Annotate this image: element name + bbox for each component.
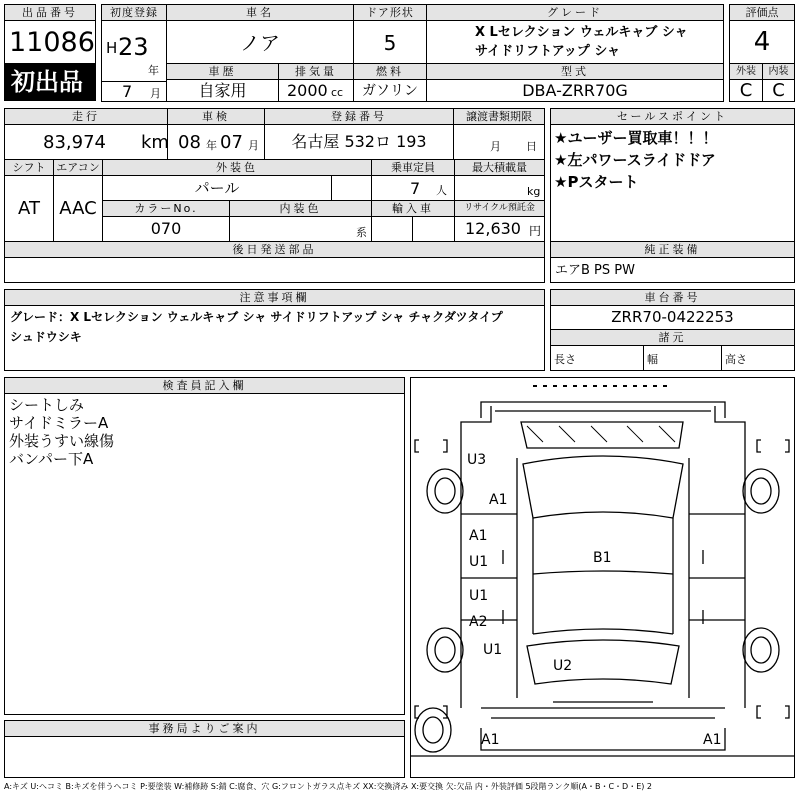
diagram-mark-a1-bumper-left: A1 xyxy=(481,732,500,748)
import-box-1 xyxy=(371,216,413,242)
history-box xyxy=(166,79,279,102)
legend-text: A:キズ U:ヘコミ B:キズを伴うヘコミ P:要塗装 W:補修跡 S:錆 C:腐食、穴 G:フロントガラス点キズ XX:交換済み X:要交換 欠:欠品 内・外装評価 5段階ランク順(A・B・C・D・E) 2 xyxy=(4,782,653,791)
diagram-mark-u3: U3 xyxy=(467,452,487,468)
inspector-box xyxy=(4,393,405,715)
chassis-number: ZRR70-0422253 xyxy=(611,308,734,326)
max-load-label: 最大積載量 xyxy=(454,159,545,176)
first-reg-year-unit: 年 xyxy=(148,64,159,77)
color-no-label: カラーNo. xyxy=(102,200,230,217)
grade-line-1: X Lセレクション ウェルキャブ シャ xyxy=(475,25,688,40)
int-color-box xyxy=(229,216,372,242)
inspection-box xyxy=(167,124,265,160)
shift-label: シフト xyxy=(4,159,54,176)
shift: AT xyxy=(18,198,40,219)
import-box-2 xyxy=(412,216,455,242)
door-label: ドア形状 xyxy=(353,4,427,21)
first-reg-year: 23 xyxy=(118,33,149,61)
displacement-box xyxy=(278,79,354,102)
int-grade: C xyxy=(772,80,785,101)
sales-point-3: ★Pスタート xyxy=(554,173,639,191)
lot-number-box xyxy=(4,20,96,64)
diagram-mark-u1-rear-door: U1 xyxy=(469,588,489,604)
first-reg-label: 初度登録 xyxy=(101,4,167,21)
inspector-line-1: シートしみ xyxy=(9,396,85,414)
car-name-label: 車名 xyxy=(166,4,354,21)
aircon-box xyxy=(53,175,103,242)
equipment-box xyxy=(550,257,795,283)
capacity-box xyxy=(371,175,455,201)
first-reg-era: H xyxy=(106,39,118,57)
first-listing-badge xyxy=(4,63,96,101)
diagram-mark-u2-rear: U2 xyxy=(553,658,573,674)
recycle-fee: 12,630 xyxy=(465,219,521,238)
displacement: 2000 xyxy=(287,81,328,100)
diagram-mark-u1-front-door: U1 xyxy=(469,554,489,570)
shift-box xyxy=(4,175,54,242)
int-color-unit: 系 xyxy=(356,226,367,239)
car-name: ノア xyxy=(240,31,280,55)
equipment-label: 純正装備 xyxy=(550,241,795,258)
max-load-box xyxy=(454,175,545,201)
ext-color-box xyxy=(102,175,332,201)
diagram-mark-a2-rear-door: A2 xyxy=(469,614,488,630)
inspection-month-unit: 月 xyxy=(248,139,259,152)
history-label: 車歴 xyxy=(166,63,279,80)
diagram-mark-a1-hood-left: A1 xyxy=(489,492,508,508)
mileage-label: 走行 xyxy=(4,108,168,125)
int-grade-label: 内装 xyxy=(762,63,795,80)
inspector-line-2: サイドミラーA xyxy=(9,414,109,432)
door-box xyxy=(353,20,427,64)
notes-box xyxy=(4,305,545,371)
sales-point-2: ★左パワースライドドア xyxy=(554,151,716,169)
recycle-unit: 円 xyxy=(529,224,542,238)
fuel-label: 燃料 xyxy=(353,63,427,80)
mileage-unit: km xyxy=(141,132,169,153)
ext-grade-label: 外装 xyxy=(729,63,763,80)
dims-height-box xyxy=(721,345,795,371)
transfer-day-unit: 日 xyxy=(526,140,537,153)
ext-color: パール xyxy=(194,179,240,197)
dims-length-box xyxy=(550,345,644,371)
first-listing-text: 初出品 xyxy=(11,68,83,96)
grade-box xyxy=(426,20,724,64)
diagram-mark-a1-bumper-right: A1 xyxy=(703,732,722,748)
office-box xyxy=(4,736,405,778)
transfer-deadline-box xyxy=(453,124,545,160)
grade-line-2: サイドリフトアップ シャ xyxy=(475,44,621,59)
diagram-mark-a1-front-door: A1 xyxy=(469,528,488,544)
recycle-label: リサイクル預託金 xyxy=(454,200,545,217)
first-reg-month: 7 xyxy=(122,82,133,101)
lot-number: 11086 xyxy=(9,27,95,58)
model-box xyxy=(426,79,724,102)
aircon: AAC xyxy=(59,198,97,219)
car-name-box xyxy=(166,20,354,64)
sales-point-1: ★ユーザー買取車！！！ xyxy=(554,129,718,147)
capacity: 7 xyxy=(410,179,421,198)
plate-label: 登録番号 xyxy=(264,108,454,125)
plate-number: 名古屋 532ロ 193 xyxy=(291,132,427,151)
first-reg-box xyxy=(101,20,167,82)
notes-line-1: グレード：X Lセレクション ウェルキャブ シャ サイドリフトアップ シャ チャクダツタイプ xyxy=(10,310,503,324)
color-no: 070 xyxy=(150,219,182,238)
inspection-month: 07 xyxy=(220,132,243,153)
inspection-label: 車検 xyxy=(167,108,265,125)
office-label: 事務局よりご案内 xyxy=(4,720,405,737)
dims-width-box xyxy=(643,345,722,371)
inspection-year-unit: 年 xyxy=(206,139,217,152)
door-count: 5 xyxy=(383,31,397,55)
notes-label: 注意事項欄 xyxy=(4,289,545,306)
history: 自家用 xyxy=(198,81,247,100)
max-load-unit: kg xyxy=(527,185,541,198)
chassis-box xyxy=(550,305,795,330)
grade-label: グレード xyxy=(426,4,724,21)
model-label: 型式 xyxy=(426,63,724,80)
dims-height-label: 高さ xyxy=(725,353,747,366)
later-parts-box xyxy=(4,257,545,283)
inspection-year: 08 xyxy=(178,132,201,153)
later-parts-label: 後日発送部品 xyxy=(4,241,545,258)
fuel: ガソリン xyxy=(362,83,418,99)
car-outline-icon xyxy=(411,378,794,777)
score: 4 xyxy=(753,27,771,57)
score-label: 評価点 xyxy=(729,4,795,21)
ext-color-label: 外装色 xyxy=(102,159,372,176)
ext-grade-box xyxy=(729,79,763,102)
dims-width-label: 幅 xyxy=(647,353,658,366)
inspector-line-3: 外装うすい線傷 xyxy=(9,432,115,450)
sales-points-box xyxy=(550,124,795,242)
sales-points-label: セールスポイント xyxy=(550,108,795,125)
equipment: エアB PS PW xyxy=(555,263,635,278)
score-box xyxy=(729,20,795,64)
ext-grade: C xyxy=(739,80,753,101)
displacement-unit: cc xyxy=(331,86,344,99)
capacity-label: 乗車定員 xyxy=(371,159,455,176)
capacity-unit: 人 xyxy=(436,184,447,197)
dims-length-label: 長さ xyxy=(554,353,576,366)
plate-box xyxy=(264,124,454,160)
notes-line-2: シュドウシキ xyxy=(10,330,82,344)
first-reg-month-box xyxy=(101,81,167,102)
transfer-month-unit: 月 xyxy=(490,140,501,153)
diagram-mark-b1-roof: B1 xyxy=(593,550,612,566)
color-no-box xyxy=(102,216,230,242)
dims-label: 諸元 xyxy=(550,329,795,346)
ext-color-extra-box xyxy=(331,175,372,201)
diagram-mark-u1-rear-fender: U1 xyxy=(483,642,503,658)
int-color-label: 内装色 xyxy=(229,200,372,217)
model-code: DBA-ZRR70G xyxy=(522,81,628,100)
displacement-label: 排気量 xyxy=(278,63,354,80)
lot-number-label: 出品番号 xyxy=(4,4,96,21)
int-grade-box xyxy=(762,79,795,102)
mileage-box xyxy=(4,124,168,160)
first-reg-month-unit: 月 xyxy=(150,87,161,100)
aircon-label: エアコン xyxy=(53,159,103,176)
car-damage-diagram xyxy=(410,377,795,778)
chassis-label: 車台番号 xyxy=(550,289,795,306)
inspector-line-4: バンパー下A xyxy=(9,450,94,468)
fuel-box xyxy=(353,79,427,102)
mileage: 83,974 xyxy=(43,132,106,153)
transfer-deadline-label: 譲渡書類期限 xyxy=(453,108,545,125)
recycle-box xyxy=(454,216,545,242)
import-label: 輸入車 xyxy=(371,200,455,217)
inspector-label: 検査員記入欄 xyxy=(4,377,405,394)
